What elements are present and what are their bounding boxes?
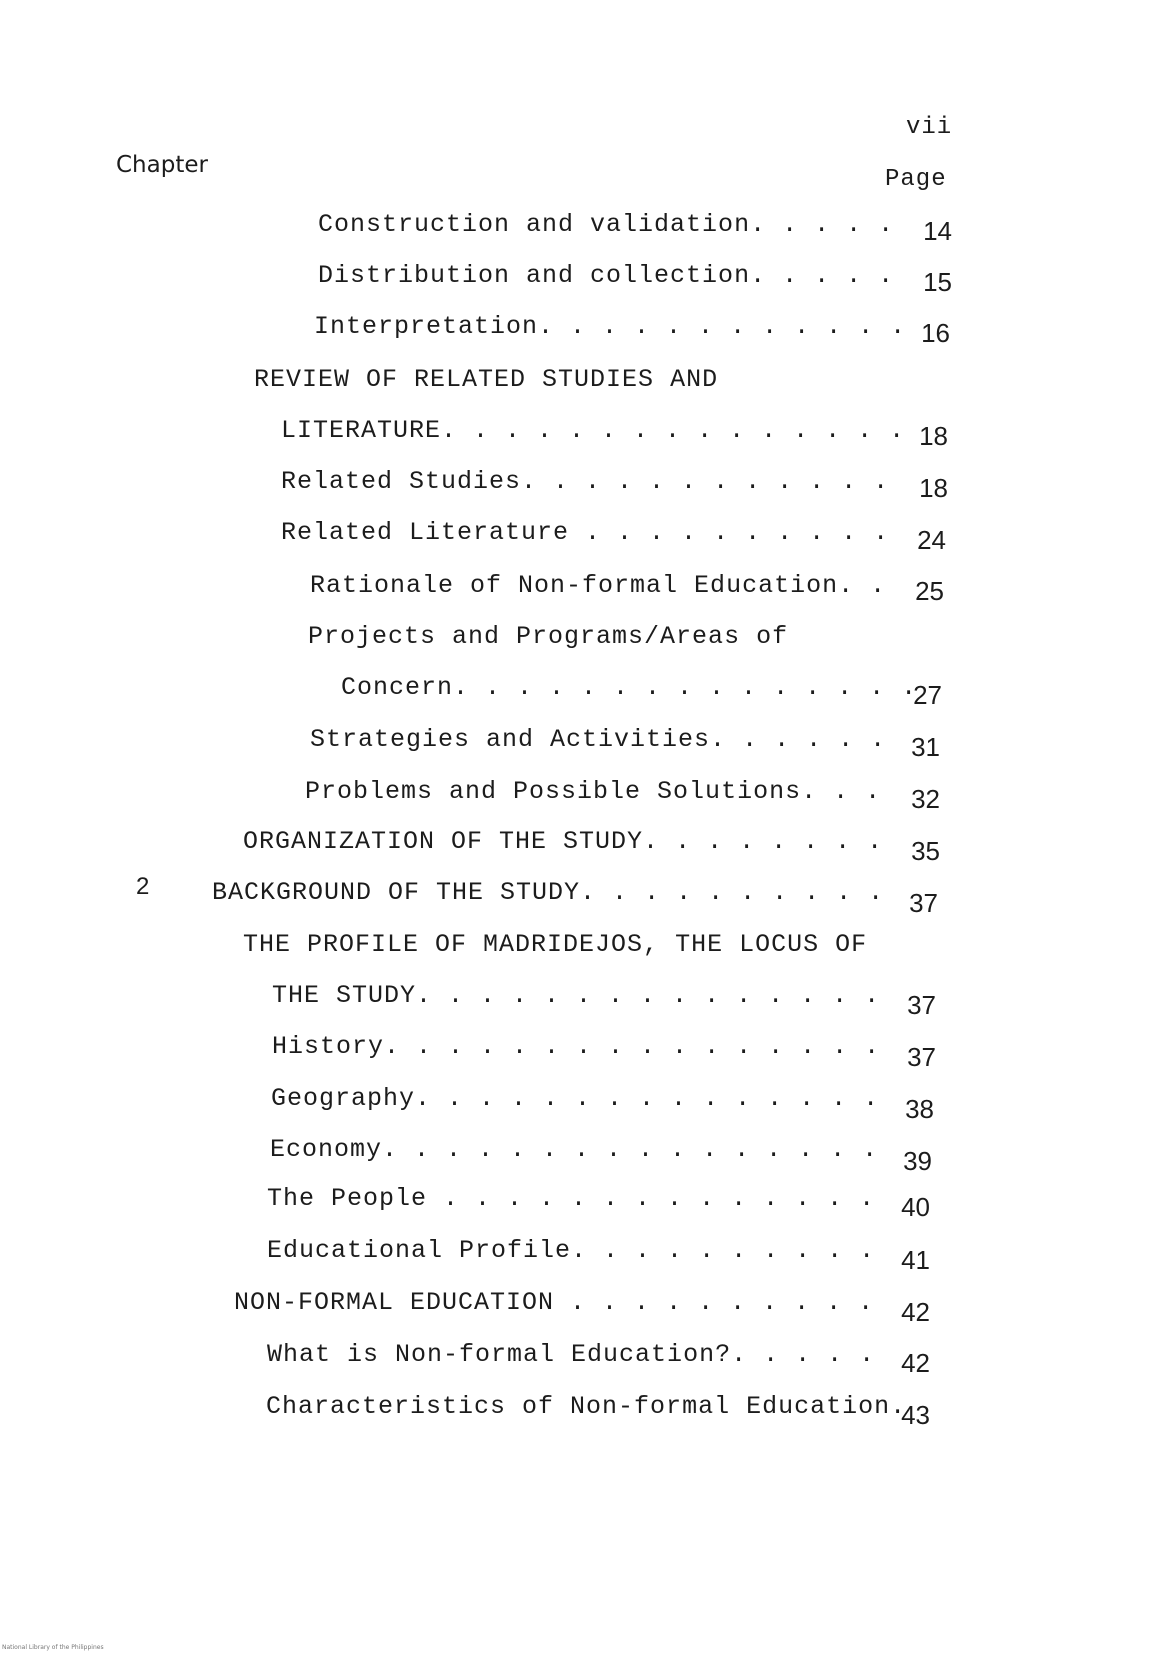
toc-entry-page: 40 [901,1192,930,1222]
toc-entry-text: NON-FORMAL EDUCATION . . . . . . . . . . [234,1288,875,1317]
toc-entry-page: 32 [911,784,940,814]
toc-entry-text: Related Literature . . . . . . . . . . [281,518,890,547]
toc-entry-page: 18 [919,473,948,503]
toc-entry-text: What is Non-formal Education?. . . . . [267,1340,876,1369]
page-column-label: Page [885,166,947,193]
toc-entry-page: 41 [901,1245,930,1275]
toc-entry-page: 16 [921,318,950,348]
toc-entry-text: History. . . . . . . . . . . . . . . . [272,1032,881,1061]
toc-entry-text: Educational Profile. . . . . . . . . . [267,1236,876,1265]
toc-entry-page: 25 [915,576,944,606]
toc-entry-text: Related Studies. . . . . . . . . . . . [281,467,890,496]
toc-entry-text: Interpretation. . . . . . . . . . . . [314,312,907,341]
toc-entry-text: REVIEW OF RELATED STUDIES AND [254,365,719,394]
toc-entry-page: 42 [901,1348,930,1378]
toc-entry-page: 38 [905,1094,934,1124]
footer-watermark: National Library of the Philippines [2,1644,104,1651]
toc-entry-text: Strategies and Activities. . . . . . [310,725,887,754]
toc-entry-text: ORGANIZATION OF THE STUDY. . . . . . . . [243,827,884,856]
toc-entry-text: The People . . . . . . . . . . . . . . [267,1184,876,1213]
toc-entry-text: Characteristics of Non-formal Education. [266,1392,907,1421]
toc-entry-text: THE PROFILE OF MADRIDEJOS, THE LOCUS OF [243,930,868,959]
toc-entry-text: Concern. . . . . . . . . . . . . . . [341,673,918,702]
chapter-number: 2 [136,873,150,900]
toc-entry-page: 37 [909,888,938,918]
toc-entry-text: THE STUDY. . . . . . . . . . . . . . . [272,981,881,1010]
toc-entry-page: 27 [913,680,942,710]
page-number: vii [906,114,953,141]
toc-entry-text: Projects and Programs/Areas of [308,622,789,651]
toc-entry-text: Construction and validation. . . . . [318,210,895,239]
toc-entry-text: Rationale of Non-formal Education. . [310,571,887,600]
toc-entry-page: 24 [917,525,946,555]
toc-entry-page: 15 [923,267,952,297]
toc-entry-page: 14 [923,216,952,246]
chapter-column-label: Chapter [116,152,208,178]
toc-entry-page: 35 [911,836,940,866]
toc-entry-text: Problems and Possible Solutions. . . [305,777,882,806]
toc-entry-page: 37 [907,990,936,1020]
toc-entry-text: Geography. . . . . . . . . . . . . . . [271,1084,880,1113]
toc-entry-text: Economy. . . . . . . . . . . . . . . . [270,1135,879,1164]
toc-entry-page: 31 [911,732,940,762]
toc-entry-text: BACKGROUND OF THE STUDY. . . . . . . . . . [212,878,885,907]
toc-entry-page: 43 [901,1400,930,1430]
toc-entry-page: 37 [907,1042,936,1072]
toc-entry-text: Distribution and collection. . . . . [318,261,895,290]
toc-entry-page: 18 [919,421,948,451]
toc-entry-text: LITERATURE. . . . . . . . . . . . . . . [281,416,906,445]
toc-entry-page: 39 [903,1146,932,1176]
toc-entry-page: 42 [901,1297,930,1327]
